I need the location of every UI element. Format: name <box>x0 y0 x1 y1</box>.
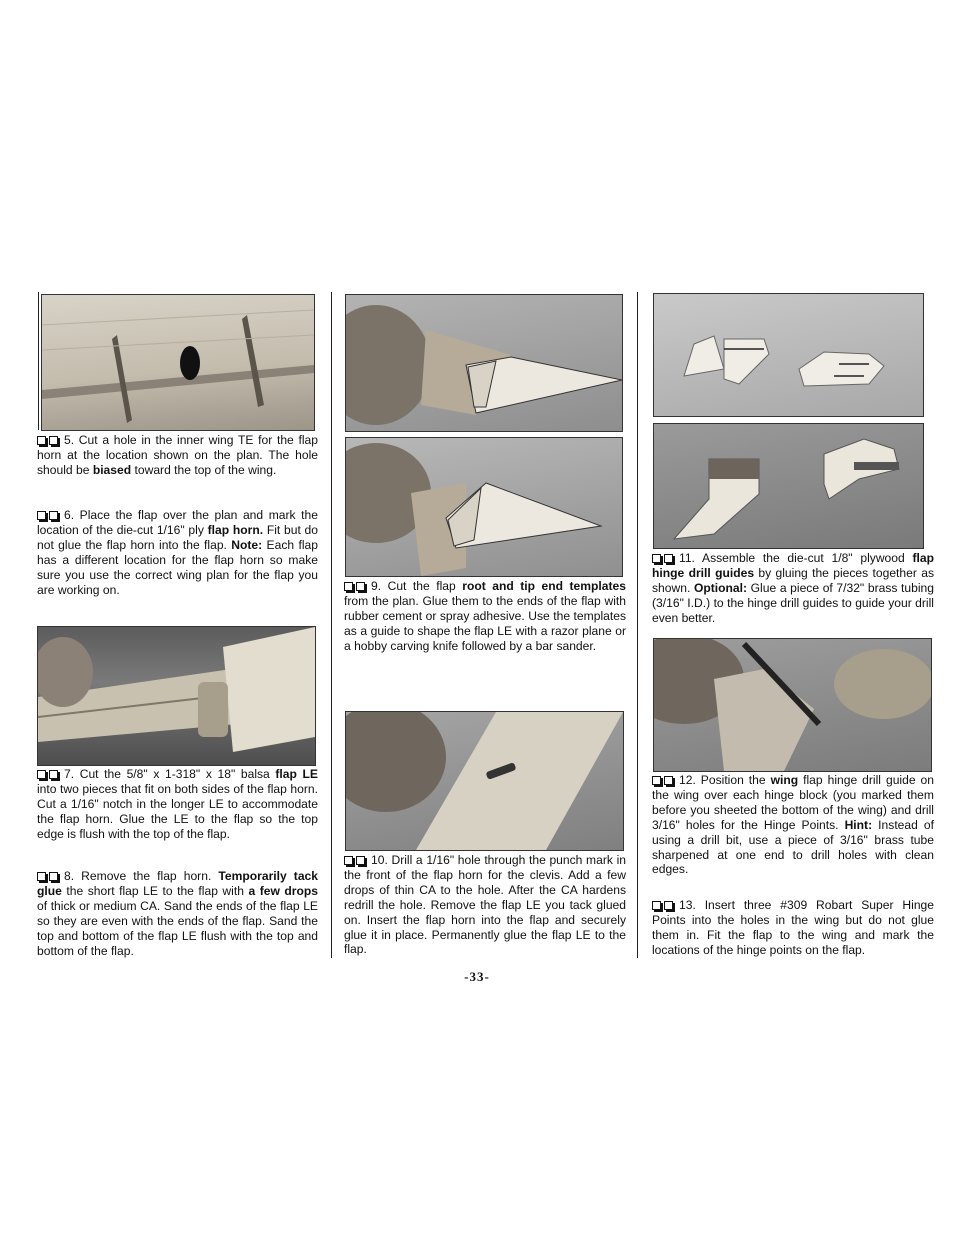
column-divider-left <box>331 292 332 958</box>
checkbox[interactable] <box>652 901 661 910</box>
photo-flap-le-pieces <box>37 626 316 766</box>
photo-hinge-guide-assembled <box>653 423 924 549</box>
photo-edge-line <box>38 292 39 430</box>
photo-drill-flap-horn <box>345 711 624 851</box>
checkbox[interactable] <box>356 856 365 865</box>
step-9-text: 9. Cut the flap root and tip end templates from the plan. Glue them to the ends of the flap with rubber cement or spray adhesive. Use the templates as a guide to shape the flap LE with a razor plane or a hobby carving knife followed by a bar sander. <box>344 579 626 653</box>
page-number: -33- <box>464 969 490 984</box>
step-5-text: 5. Cut a hole in the inner wing TE for the flap horn at the location shown on the plan. The hole should be biased toward the top of the wing. <box>37 433 318 477</box>
checkbox[interactable] <box>49 770 58 779</box>
checkbox[interactable] <box>664 554 673 563</box>
checkbox[interactable] <box>344 856 353 865</box>
checkbox[interactable] <box>37 770 46 779</box>
step-11-text: 11. Assemble the die-cut 1/8" plywood flap hinge drill guides by gluing the pieces together as shown. Optional: Glue a piece of 7/32" brass tubing (3/16" I.D.) to the hinge drill guides to guide your drill even better. <box>652 551 934 625</box>
checkbox[interactable] <box>37 511 46 520</box>
photo-flap-root-template <box>345 294 623 432</box>
step-12-text: 12. Position the wing flap hinge drill guide on the wing over each hinge block (you marked them before you sheeted the bottom of the wing) and drill 3/16" holes for the Hinge Points. Hint: Instead of using a drill bit, use a piece of 3/16" brass tube sharpened at one end to drill holes with clean edges. <box>652 773 934 877</box>
step-7-text: 7. Cut the 5/8" x 1-318" x 18" balsa flap LE into two pieces that fit on both sides of the flap horn. Cut a 1/16" notch in the longer LE to accommodate the flap horn. Glue the LE to the flap so the top edge is flush with the top of the flap. <box>37 767 318 841</box>
photo-drill-hinge-holes <box>653 638 932 772</box>
checkbox[interactable] <box>664 901 673 910</box>
checkbox[interactable] <box>344 582 353 591</box>
checkbox[interactable] <box>652 554 661 563</box>
photo-hinge-guide-parts <box>653 293 924 417</box>
checkbox[interactable] <box>49 436 58 445</box>
checkbox[interactable] <box>49 872 58 881</box>
photo-flap-tip-template <box>345 437 623 577</box>
column-divider-right <box>637 292 638 958</box>
step-8-text: 8. Remove the flap horn. Temporarily tack glue the short flap LE to the flap with a few drops of thick or medium CA. Sand the ends of the flap LE so they are even with the ends of the flap. Sand the top and bottom of the flap LE flush with the top and bottom of the flap. <box>37 869 319 958</box>
checkbox[interactable] <box>37 436 46 445</box>
checkbox[interactable] <box>356 582 365 591</box>
step-10-text: 10. Drill a 1/16" hole through the punch mark in the front of the flap horn for the clevis. Add a few drops of thin CA to the hole. After the CA hardens redrill the hole. Remove the flap LE you tack glued on. Insert the flap horn into the flap and securely glue it in place. Permanently glue the flap LE to the flap. <box>344 853 626 957</box>
step-6-text: 6. Place the flap over the plan and mark the location of the die-cut 1/16" ply flap horn. Fit but do not glue the flap horn into the flap. Note: Each flap has a different location for the flap horn so make sure you use the correct wing plan for the flap you are working on. <box>37 508 318 597</box>
checkbox[interactable] <box>652 776 661 785</box>
checkbox[interactable] <box>664 776 673 785</box>
checkbox[interactable] <box>49 511 58 520</box>
step-13-text: 13. Insert three #309 Robart Super Hinge Points into the holes in the wing but do not glue them in. Fit the flap to the wing and mark the locations of the hinge points on the flap. <box>652 898 934 957</box>
photo-wing-te-hole <box>41 294 315 431</box>
checkbox[interactable] <box>37 872 46 881</box>
